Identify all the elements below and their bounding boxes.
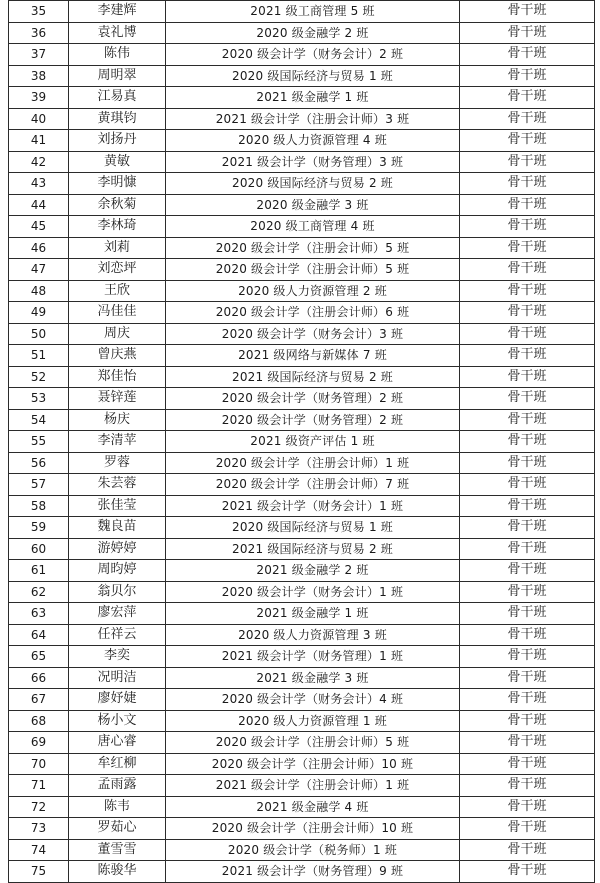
role-cell: 骨干班 — [460, 302, 595, 324]
student-name-cell: 李林琦 — [69, 216, 166, 238]
table-row — [9, 22, 595, 44]
role-cell: 骨干班 — [460, 409, 595, 431]
table-row — [9, 388, 595, 410]
table-row — [9, 345, 595, 367]
student-name-cell: 董雪雪 — [69, 839, 166, 861]
serial-number-cell: 41 — [9, 130, 69, 152]
role-cell: 骨干班 — [460, 22, 595, 44]
table-row — [9, 581, 595, 603]
table-row — [9, 173, 595, 195]
table-row — [9, 302, 595, 324]
student-name-cell: 刘恋坪 — [69, 259, 166, 281]
student-name-cell: 江易真 — [69, 87, 166, 109]
student-name-cell: 陈骏华 — [69, 861, 166, 883]
role-cell: 骨干班 — [460, 689, 595, 711]
student-name-cell: 冯佳佳 — [69, 302, 166, 324]
serial-number-cell: 70 — [9, 753, 69, 775]
serial-number-cell: 52 — [9, 366, 69, 388]
role-cell: 骨干班 — [460, 44, 595, 66]
serial-number-cell: 66 — [9, 667, 69, 689]
class-name-cell: 2020 级会计学（财务管理）2 班 — [166, 409, 460, 431]
class-name-cell: 2020 级国际经济与贸易 1 班 — [166, 517, 460, 539]
serial-number-cell: 47 — [9, 259, 69, 281]
student-name-cell: 陈伟 — [69, 44, 166, 66]
role-cell: 骨干班 — [460, 452, 595, 474]
role-cell: 骨干班 — [460, 108, 595, 130]
role-cell: 骨干班 — [460, 818, 595, 840]
serial-number-cell: 62 — [9, 581, 69, 603]
class-name-cell: 2020 级会计学（注册会计师）10 班 — [166, 753, 460, 775]
table-row — [9, 861, 595, 883]
serial-number-cell: 45 — [9, 216, 69, 238]
class-name-cell: 2020 级会计学（财务会计）3 班 — [166, 323, 460, 345]
serial-number-cell: 63 — [9, 603, 69, 625]
table-row — [9, 818, 595, 840]
role-cell: 骨干班 — [460, 323, 595, 345]
role-cell: 骨干班 — [460, 517, 595, 539]
student-name-cell: 刘莉 — [69, 237, 166, 259]
student-name-cell: 杨庆 — [69, 409, 166, 431]
student-name-cell: 余秋菊 — [69, 194, 166, 216]
role-cell: 骨干班 — [460, 237, 595, 259]
student-name-cell: 魏良苗 — [69, 517, 166, 539]
class-name-cell: 2020 级会计学（注册会计师）7 班 — [166, 474, 460, 496]
student-name-cell: 翁贝尔 — [69, 581, 166, 603]
table-row — [9, 323, 595, 345]
role-cell: 骨干班 — [460, 581, 595, 603]
table-row — [9, 603, 595, 625]
table-row — [9, 796, 595, 818]
serial-number-cell: 50 — [9, 323, 69, 345]
class-name-cell: 2020 级会计学（注册会计师）5 班 — [166, 732, 460, 754]
table-row — [9, 495, 595, 517]
serial-number-cell: 54 — [9, 409, 69, 431]
student-name-cell: 袁礼博 — [69, 22, 166, 44]
serial-number-cell: 65 — [9, 646, 69, 668]
class-name-cell: 2020 级人力资源管理 3 班 — [166, 624, 460, 646]
serial-number-cell: 56 — [9, 452, 69, 474]
class-name-cell: 2020 级人力资源管理 4 班 — [166, 130, 460, 152]
table-row — [9, 452, 595, 474]
student-name-cell: 游婷婷 — [69, 538, 166, 560]
student-name-cell: 廖宏萍 — [69, 603, 166, 625]
class-name-cell: 2021 级会计学（注册会计师）1 班 — [166, 775, 460, 797]
serial-number-cell: 40 — [9, 108, 69, 130]
table-row — [9, 366, 595, 388]
role-cell: 骨干班 — [460, 1, 595, 23]
student-name-cell: 李明慷 — [69, 173, 166, 195]
serial-number-cell: 42 — [9, 151, 69, 173]
role-cell: 骨干班 — [460, 861, 595, 883]
role-cell: 骨干班 — [460, 173, 595, 195]
student-name-cell: 周昀婷 — [69, 560, 166, 582]
table-row — [9, 1, 595, 23]
student-name-cell: 况明洁 — [69, 667, 166, 689]
table-row — [9, 431, 595, 453]
role-cell: 骨干班 — [460, 796, 595, 818]
serial-number-cell: 36 — [9, 22, 69, 44]
serial-number-cell: 69 — [9, 732, 69, 754]
role-cell: 骨干班 — [460, 431, 595, 453]
role-cell: 骨干班 — [460, 560, 595, 582]
role-cell: 骨干班 — [460, 603, 595, 625]
role-cell: 骨干班 — [460, 753, 595, 775]
class-name-cell: 2020 级会计学（财务会计）4 班 — [166, 689, 460, 711]
student-name-cell: 任祥云 — [69, 624, 166, 646]
role-cell: 骨干班 — [460, 495, 595, 517]
student-name-cell: 杨小文 — [69, 710, 166, 732]
serial-number-cell: 43 — [9, 173, 69, 195]
student-name-cell: 李清苹 — [69, 431, 166, 453]
table-row — [9, 538, 595, 560]
serial-number-cell: 68 — [9, 710, 69, 732]
serial-number-cell: 72 — [9, 796, 69, 818]
serial-number-cell: 64 — [9, 624, 69, 646]
role-cell: 骨干班 — [460, 388, 595, 410]
role-cell: 骨干班 — [460, 710, 595, 732]
class-name-cell: 2020 级国际经济与贸易 2 班 — [166, 173, 460, 195]
serial-number-cell: 44 — [9, 194, 69, 216]
table-row — [9, 624, 595, 646]
role-cell: 骨干班 — [460, 345, 595, 367]
role-cell: 骨干班 — [460, 775, 595, 797]
table-row — [9, 259, 595, 281]
student-name-cell: 孟雨露 — [69, 775, 166, 797]
serial-number-cell: 60 — [9, 538, 69, 560]
class-name-cell: 2021 级金融学 1 班 — [166, 87, 460, 109]
student-name-cell: 周庆 — [69, 323, 166, 345]
serial-number-cell: 39 — [9, 87, 69, 109]
serial-number-cell: 55 — [9, 431, 69, 453]
student-name-cell: 曾庆燕 — [69, 345, 166, 367]
class-name-cell: 2021 级会计学（财务会计）1 班 — [166, 495, 460, 517]
student-name-cell: 罗茹心 — [69, 818, 166, 840]
student-name-cell: 周明翠 — [69, 65, 166, 87]
table-row — [9, 839, 595, 861]
table-row — [9, 216, 595, 238]
serial-number-cell: 75 — [9, 861, 69, 883]
table-row — [9, 151, 595, 173]
serial-number-cell: 37 — [9, 44, 69, 66]
student-name-cell: 陈韦 — [69, 796, 166, 818]
table-row — [9, 710, 595, 732]
class-name-cell: 2020 级国际经济与贸易 1 班 — [166, 65, 460, 87]
role-cell: 骨干班 — [460, 839, 595, 861]
role-cell: 骨干班 — [460, 130, 595, 152]
class-name-cell: 2020 级工商管理 4 班 — [166, 216, 460, 238]
role-cell: 骨干班 — [460, 151, 595, 173]
serial-number-cell: 71 — [9, 775, 69, 797]
role-cell: 骨干班 — [460, 646, 595, 668]
class-name-cell: 2020 级会计学（注册会计师）10 班 — [166, 818, 460, 840]
class-name-cell: 2020 级人力资源管理 2 班 — [166, 280, 460, 302]
class-name-cell: 2021 级会计学（注册会计师）3 班 — [166, 108, 460, 130]
class-name-cell: 2021 级工商管理 5 班 — [166, 1, 460, 23]
class-name-cell: 2020 级会计学（财务会计）2 班 — [166, 44, 460, 66]
table-row — [9, 560, 595, 582]
class-name-cell: 2021 级会计学（财务管理）1 班 — [166, 646, 460, 668]
class-name-cell: 2021 级金融学 3 班 — [166, 667, 460, 689]
student-name-cell: 牟红柳 — [69, 753, 166, 775]
roster-table-body — [9, 1, 595, 883]
table-row — [9, 108, 595, 130]
class-name-cell: 2020 级人力资源管理 1 班 — [166, 710, 460, 732]
student-name-cell: 李奕 — [69, 646, 166, 668]
serial-number-cell: 73 — [9, 818, 69, 840]
class-name-cell: 2021 级网络与新媒体 7 班 — [166, 345, 460, 367]
student-name-cell: 聂锌莲 — [69, 388, 166, 410]
table-row — [9, 474, 595, 496]
class-name-cell: 2021 级金融学 4 班 — [166, 796, 460, 818]
serial-number-cell: 46 — [9, 237, 69, 259]
class-name-cell: 2021 级金融学 1 班 — [166, 603, 460, 625]
class-name-cell: 2021 级国际经济与贸易 2 班 — [166, 366, 460, 388]
student-name-cell: 廖妤婕 — [69, 689, 166, 711]
table-row — [9, 409, 595, 431]
class-name-cell: 2020 级会计学（财务会计）1 班 — [166, 581, 460, 603]
class-name-cell: 2021 级国际经济与贸易 2 班 — [166, 538, 460, 560]
class-name-cell: 2020 级金融学 2 班 — [166, 22, 460, 44]
table-row — [9, 194, 595, 216]
serial-number-cell: 53 — [9, 388, 69, 410]
table-row — [9, 732, 595, 754]
student-name-cell: 黄琪钧 — [69, 108, 166, 130]
student-name-cell: 朱芸蓉 — [69, 474, 166, 496]
table-row — [9, 87, 595, 109]
role-cell: 骨干班 — [460, 65, 595, 87]
student-name-cell: 罗蓉 — [69, 452, 166, 474]
role-cell: 骨干班 — [460, 667, 595, 689]
class-name-cell: 2020 级会计学（税务师）1 班 — [166, 839, 460, 861]
table-row — [9, 689, 595, 711]
class-name-cell: 2020 级金融学 3 班 — [166, 194, 460, 216]
class-name-cell: 2021 级资产评估 1 班 — [166, 431, 460, 453]
student-name-cell: 刘扬丹 — [69, 130, 166, 152]
serial-number-cell: 61 — [9, 560, 69, 582]
student-name-cell: 王欣 — [69, 280, 166, 302]
class-name-cell: 2021 级金融学 2 班 — [166, 560, 460, 582]
table-row — [9, 753, 595, 775]
table-row — [9, 775, 595, 797]
class-name-cell: 2021 级会计学（财务管理）3 班 — [166, 151, 460, 173]
class-name-cell: 2021 级会计学（财务管理）9 班 — [166, 861, 460, 883]
table-row — [9, 237, 595, 259]
student-name-cell: 黄敏 — [69, 151, 166, 173]
role-cell: 骨干班 — [460, 216, 595, 238]
serial-number-cell: 51 — [9, 345, 69, 367]
role-cell: 骨干班 — [460, 624, 595, 646]
serial-number-cell: 74 — [9, 839, 69, 861]
serial-number-cell: 59 — [9, 517, 69, 539]
student-name-cell: 李建辉 — [69, 1, 166, 23]
serial-number-cell: 67 — [9, 689, 69, 711]
serial-number-cell: 58 — [9, 495, 69, 517]
role-cell: 骨干班 — [460, 732, 595, 754]
class-name-cell: 2020 级会计学（注册会计师）5 班 — [166, 259, 460, 281]
class-name-cell: 2020 级会计学（注册会计师）1 班 — [166, 452, 460, 474]
student-name-cell: 张佳莹 — [69, 495, 166, 517]
role-cell: 骨干班 — [460, 259, 595, 281]
serial-number-cell: 49 — [9, 302, 69, 324]
roster-table — [8, 0, 595, 883]
class-name-cell: 2020 级会计学（注册会计师）6 班 — [166, 302, 460, 324]
serial-number-cell: 57 — [9, 474, 69, 496]
table-row — [9, 44, 595, 66]
serial-number-cell: 38 — [9, 65, 69, 87]
student-name-cell: 唐心睿 — [69, 732, 166, 754]
class-name-cell: 2020 级会计学（注册会计师）5 班 — [166, 237, 460, 259]
table-row — [9, 517, 595, 539]
serial-number-cell: 35 — [9, 1, 69, 23]
class-name-cell: 2020 级会计学（财务管理）2 班 — [166, 388, 460, 410]
table-row — [9, 646, 595, 668]
serial-number-cell: 48 — [9, 280, 69, 302]
table-row — [9, 130, 595, 152]
table-row — [9, 65, 595, 87]
role-cell: 骨干班 — [460, 280, 595, 302]
role-cell: 骨干班 — [460, 87, 595, 109]
table-row — [9, 280, 595, 302]
student-name-cell: 郑佳怡 — [69, 366, 166, 388]
role-cell: 骨干班 — [460, 538, 595, 560]
role-cell: 骨干班 — [460, 194, 595, 216]
role-cell: 骨干班 — [460, 366, 595, 388]
table-row — [9, 667, 595, 689]
role-cell: 骨干班 — [460, 474, 595, 496]
